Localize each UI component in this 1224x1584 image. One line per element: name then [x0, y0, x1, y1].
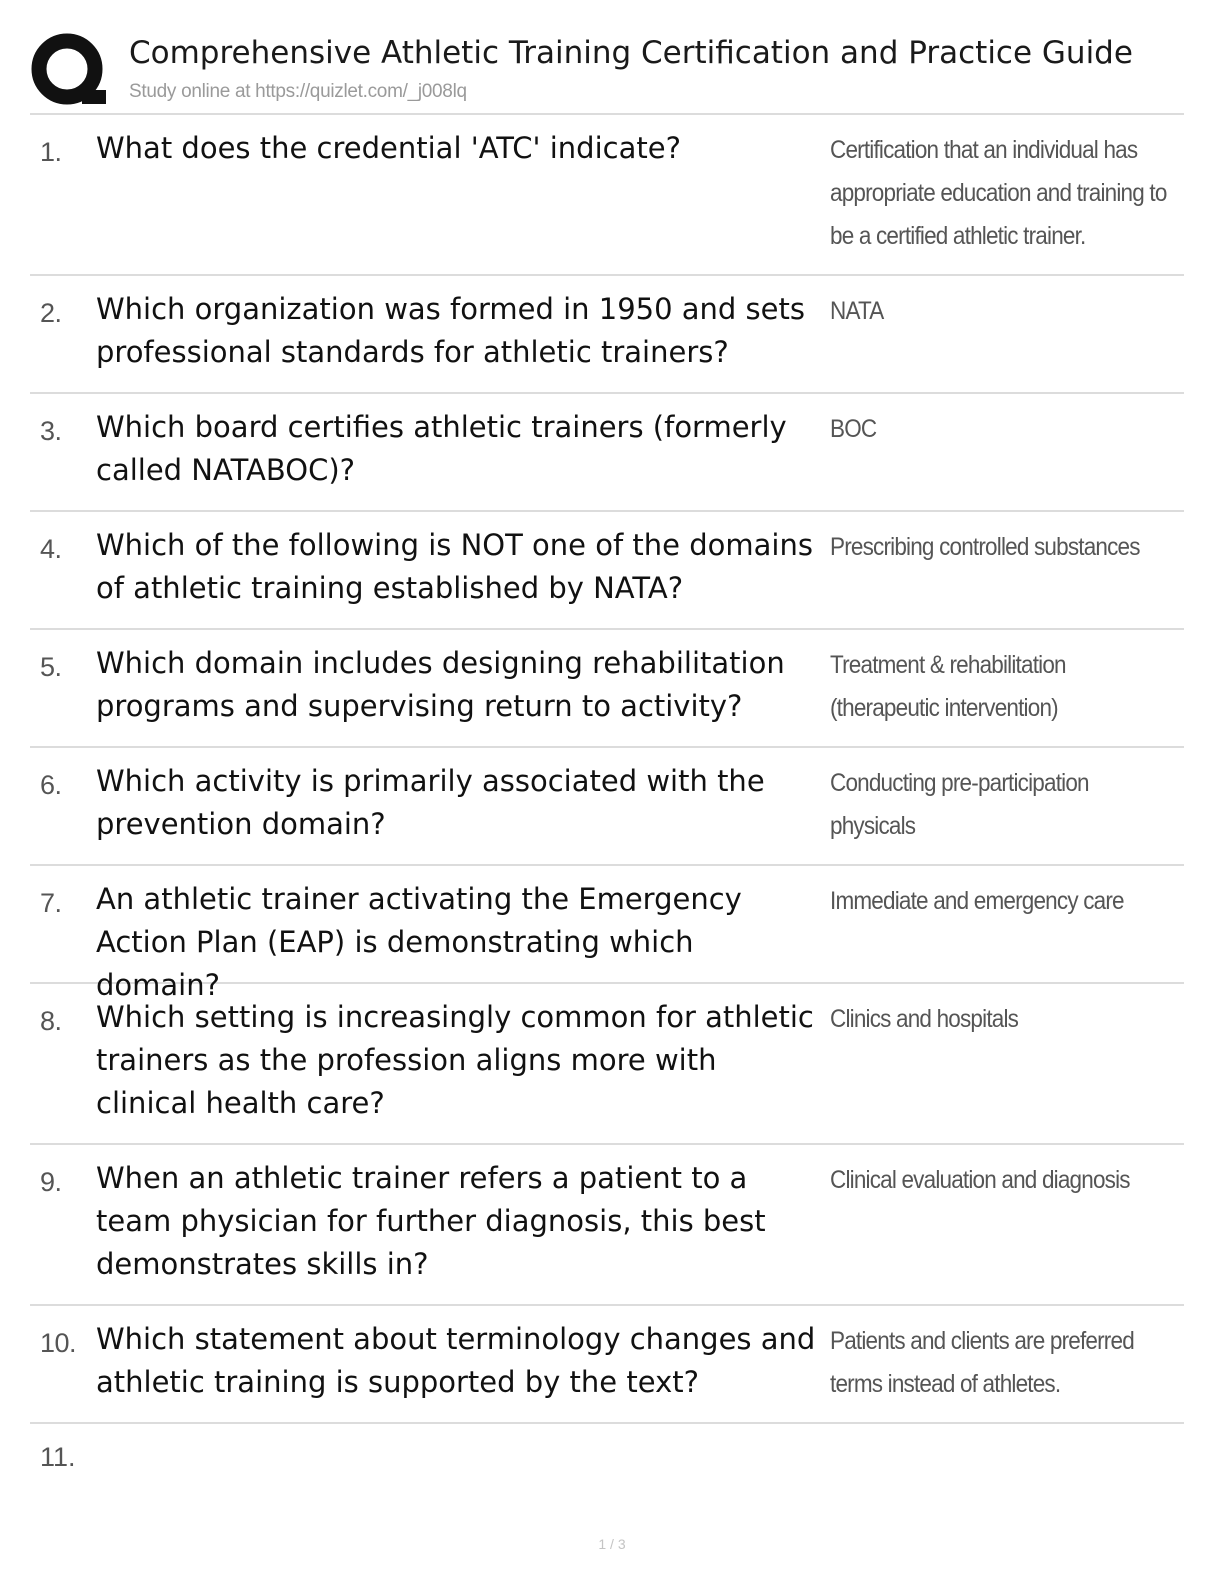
flashcard-row	[30, 1145, 1184, 1306]
answer-text: NATA	[830, 297, 884, 325]
question-text: Which statement about terminology changes and athletic training is supported by the text?	[96, 1322, 816, 1399]
answer-text: Treatment & rehabilitation (therapeutic intervention)	[830, 651, 1066, 722]
study-online-link[interactable]: Study online at https://quizlet.com/_j008lq	[129, 81, 467, 102]
item-number: 7.	[40, 888, 62, 918]
flashcard-row	[30, 984, 1184, 1145]
question-text: An athletic trainer activating the Emergency Action Plan (EAP) is demonstrating which domain?	[96, 882, 742, 1002]
question-text: Which setting is increasingly common for athletic trainers as the profession aligns more with clinical health care?	[96, 1000, 814, 1120]
item-number: 9.	[40, 1167, 62, 1197]
item-number: 4.	[40, 534, 62, 564]
flashcard-row	[30, 115, 1184, 276]
flashcard-row	[30, 276, 1184, 394]
question-text: When an athletic trainer refers a patient to a team physician for further diagnosis, this best demonstrates skills in?	[96, 1161, 766, 1281]
answer-text: Immediate and emergency care	[830, 887, 1124, 915]
item-number: 2.	[40, 298, 62, 328]
item-number: 5.	[40, 652, 62, 682]
item-number: 1.	[40, 137, 62, 167]
flashcard-row	[30, 394, 1184, 512]
answer-text: Clinics and hospitals	[830, 1005, 1019, 1033]
flashcard-row	[30, 630, 1184, 748]
page-header	[30, 28, 1184, 113]
answer-text: Prescribing controlled substances	[830, 533, 1140, 561]
question-text: Which of the following is NOT one of the domains of athletic training established by NATA?	[96, 528, 813, 605]
question-text: Which domain includes designing rehabilitation programs and supervising return to activity?	[96, 646, 785, 723]
quizlet-q-logo-icon	[30, 32, 110, 108]
flashcard-list	[30, 113, 1184, 1424]
answer-text: Patients and clients are preferred terms instead of athletes.	[830, 1327, 1134, 1398]
flashcard-row	[30, 748, 1184, 866]
item-number: 6.	[40, 770, 62, 800]
page-title: Comprehensive Athletic Training Certification and Practice Guide	[129, 35, 1133, 71]
question-text: Which organization was formed in 1950 and sets professional standards for athletic trainers?	[96, 292, 805, 369]
answer-text: Conducting pre-participation physicals	[830, 769, 1089, 840]
question-text: Which board certifies athletic trainers (formerly called NATABOC)?	[96, 410, 787, 487]
answer-text: Clinical evaluation and diagnosis	[830, 1166, 1130, 1194]
answer-text: Certification that an individual has appropriate education and training to be a certified athletic trainer.	[830, 136, 1167, 250]
item-number: 10.	[40, 1328, 77, 1358]
item-number: 11.	[40, 1442, 76, 1472]
question-text: Which activity is primarily associated with the prevention domain?	[96, 764, 765, 841]
flashcard-row	[30, 866, 1184, 1002]
flashcard-row	[30, 1306, 1184, 1424]
item-number: 8.	[40, 1006, 62, 1036]
answer-text: BOC	[830, 415, 877, 443]
question-text: What does the credential 'ATC' indicate?	[96, 131, 681, 165]
item-number: 3.	[40, 416, 62, 446]
flashcard-row	[30, 512, 1184, 630]
page-number: 1 / 3	[598, 1536, 626, 1552]
